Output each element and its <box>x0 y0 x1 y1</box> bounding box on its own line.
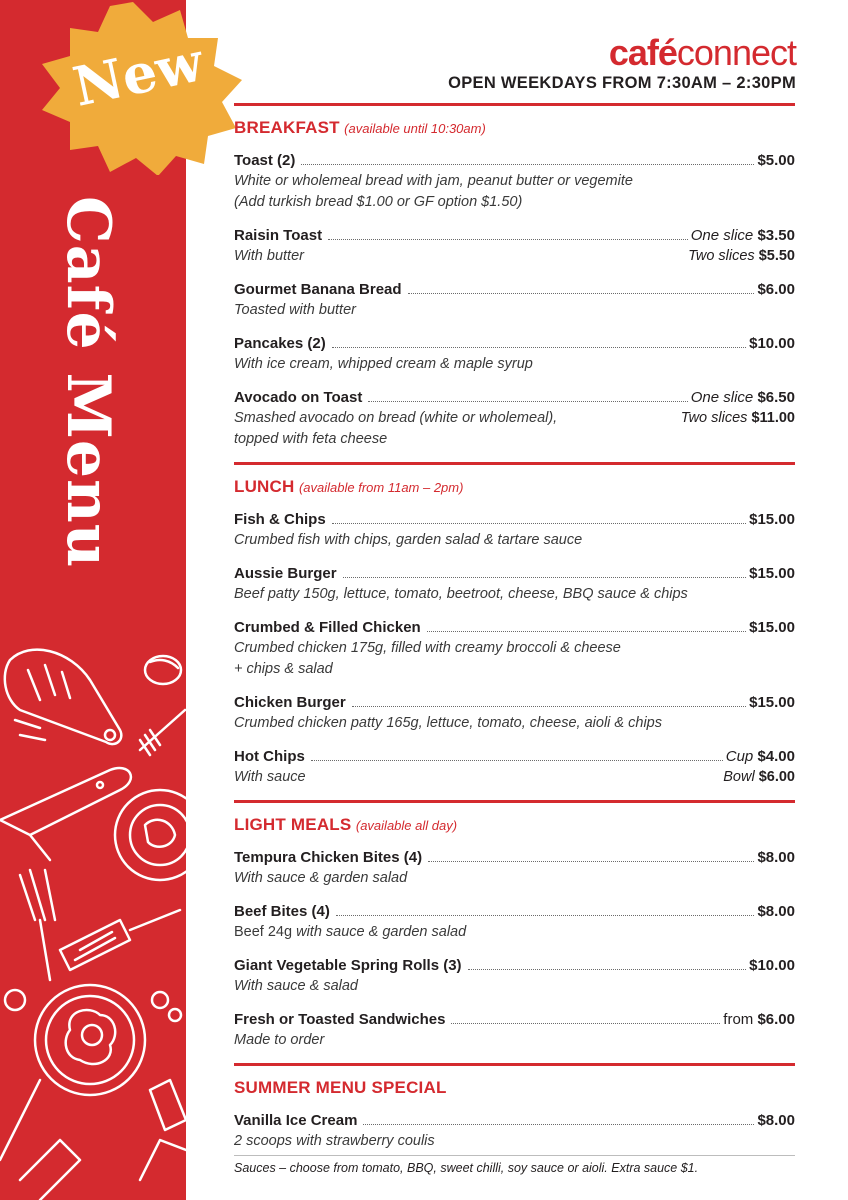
item-description: (Add turkish bread $1.00 or GF option $1.50) <box>234 194 523 210</box>
item-name: Fresh or Toasted Sandwiches <box>234 1011 446 1028</box>
item-price: $5.00 <box>757 152 795 169</box>
menu-item <box>234 333 795 375</box>
item-name: Giant Vegetable Spring Rolls (3) <box>234 957 462 974</box>
item-price: $15.00 <box>749 619 795 636</box>
opening-hours: OPEN WEEKDAYS FROM 7:30AM – 2:30PM <box>448 74 796 92</box>
item-name: Raisin Toast <box>234 227 323 244</box>
section-note: (available all day) <box>355 818 458 833</box>
item-price: $8.00 <box>757 1112 795 1129</box>
item-name: Chicken Burger <box>234 694 346 711</box>
item-price: $6.00 <box>757 1011 795 1028</box>
item-price: $3.50 <box>757 227 795 244</box>
price-label: Two slices <box>680 410 748 426</box>
menu-item <box>234 509 795 551</box>
menu-item <box>234 692 795 734</box>
brand-name-part2: connect <box>676 32 796 73</box>
sidebar-panel <box>0 0 186 1200</box>
item-name: Crumbed & Filled Chicken <box>234 619 421 636</box>
item-price: $6.00 <box>758 769 795 785</box>
item-description: Crumbed chicken 175g, filled with creamy broccoli & cheese <box>234 640 621 656</box>
item-price: $6.50 <box>757 389 795 406</box>
item-price: $10.00 <box>749 335 795 352</box>
section-lunch <box>234 465 795 788</box>
menu-body <box>234 103 795 1164</box>
item-description: With ice cream, whipped cream & maple syrup <box>234 356 533 372</box>
dot-leader <box>363 1124 754 1125</box>
section-note: (available until 10:30am) <box>344 121 486 136</box>
section-light-meals <box>234 803 795 1051</box>
item-description: With butter <box>234 248 304 264</box>
section-title: BREAKFAST <box>234 118 340 137</box>
dot-leader <box>352 706 746 707</box>
dot-leader <box>468 969 747 970</box>
item-price: $11.00 <box>751 410 795 426</box>
item-name: Pancakes (2) <box>234 335 326 352</box>
dot-leader <box>332 523 746 524</box>
kitchen-doodles-illustration <box>0 620 186 1200</box>
menu-item <box>234 225 795 267</box>
section-title: LIGHT MEALS <box>234 815 352 834</box>
item-description: Toasted with butter <box>234 302 356 318</box>
menu-item <box>234 847 795 889</box>
price-label: One slice <box>690 389 754 406</box>
item-description-weight: Beef 24g <box>234 924 293 940</box>
dot-leader <box>427 631 746 632</box>
menu-title: Café Menu <box>53 196 123 569</box>
section-summer-special <box>234 1066 795 1152</box>
menu-item <box>234 387 795 450</box>
item-name: Gourmet Banana Bread <box>234 281 402 298</box>
dot-leader <box>336 915 755 916</box>
price-label: One slice <box>690 227 754 244</box>
item-price: $5.50 <box>758 248 795 264</box>
item-description: Crumbed fish with chips, garden salad & tartare sauce <box>234 532 583 548</box>
menu-item <box>234 279 795 321</box>
item-description: Beef patty 150g, lettuce, tomato, beetroot, cheese, BBQ sauce & chips <box>234 586 688 602</box>
item-description: White or wholemeal bread with jam, peanut butter or vegemite <box>234 173 633 189</box>
item-name: Hot Chips <box>234 748 305 765</box>
item-price: $15.00 <box>749 511 795 528</box>
brand-logo <box>448 34 796 72</box>
item-name: Toast (2) <box>234 152 296 169</box>
dot-leader <box>408 293 755 294</box>
section-heading <box>234 465 795 502</box>
section-heading <box>234 803 795 840</box>
section-title: SUMMER MENU SPECIAL <box>234 1078 447 1097</box>
item-name: Vanilla Ice Cream <box>234 1112 358 1129</box>
brand-header <box>448 34 796 93</box>
menu-item <box>234 746 795 788</box>
dot-leader <box>343 577 747 578</box>
item-price: $8.00 <box>757 849 795 866</box>
menu-item <box>234 901 795 943</box>
price-label: Cup <box>725 748 754 765</box>
section-heading <box>234 1066 795 1103</box>
badge-label: New <box>67 29 209 119</box>
item-name: Aussie Burger <box>234 565 337 582</box>
menu-item <box>234 1110 795 1152</box>
item-name: Fish & Chips <box>234 511 326 528</box>
item-price: $15.00 <box>749 565 795 582</box>
section-heading <box>234 106 795 143</box>
price-label: from <box>723 1011 754 1028</box>
dot-leader <box>328 239 688 240</box>
section-breakfast <box>234 106 795 450</box>
item-description: Crumbed chicken patty 165g, lettuce, tomato, cheese, aioli & chips <box>234 715 662 731</box>
item-description: with sauce & garden salad <box>296 924 467 940</box>
menu-item <box>234 1009 795 1051</box>
sauces-footnote: Sauces – choose from tomato, BBQ, sweet chilli, soy sauce or aioli. Extra sauce $1. <box>234 1155 795 1175</box>
menu-item <box>234 150 795 213</box>
item-price: $10.00 <box>749 957 795 974</box>
dot-leader <box>301 164 754 165</box>
item-description: With sauce & salad <box>234 978 358 994</box>
dot-leader <box>311 760 723 761</box>
section-note: (available from 11am – 2pm) <box>298 480 464 495</box>
item-price: $4.00 <box>757 748 795 765</box>
price-label: Two slices <box>688 248 755 264</box>
item-description: 2 scoops with strawberry coulis <box>234 1133 435 1149</box>
brand-name-part1: café <box>608 32 677 73</box>
menu-item <box>234 955 795 997</box>
item-name: Beef Bites (4) <box>234 903 330 920</box>
item-name: Tempura Chicken Bites (4) <box>234 849 423 866</box>
dot-leader <box>451 1023 720 1024</box>
item-description: With sauce & garden salad <box>234 870 408 886</box>
menu-item <box>234 563 795 605</box>
item-description: Made to order <box>234 1032 325 1048</box>
dot-leader <box>428 861 754 862</box>
item-price: $8.00 <box>757 903 795 920</box>
new-badge <box>18 0 248 175</box>
price-label: Bowl <box>723 769 755 785</box>
item-description: + chips & salad <box>234 661 333 677</box>
item-price: $15.00 <box>749 694 795 711</box>
dot-leader <box>368 401 687 402</box>
item-description: With sauce <box>234 769 306 785</box>
item-description: Smashed avocado on bread (white or wholemeal), <box>234 410 558 426</box>
menu-item <box>234 617 795 680</box>
item-description: topped with feta cheese <box>234 431 388 447</box>
dot-leader <box>332 347 746 348</box>
section-title: LUNCH <box>234 477 295 496</box>
item-name: Avocado on Toast <box>234 389 363 406</box>
item-price: $6.00 <box>757 281 795 298</box>
